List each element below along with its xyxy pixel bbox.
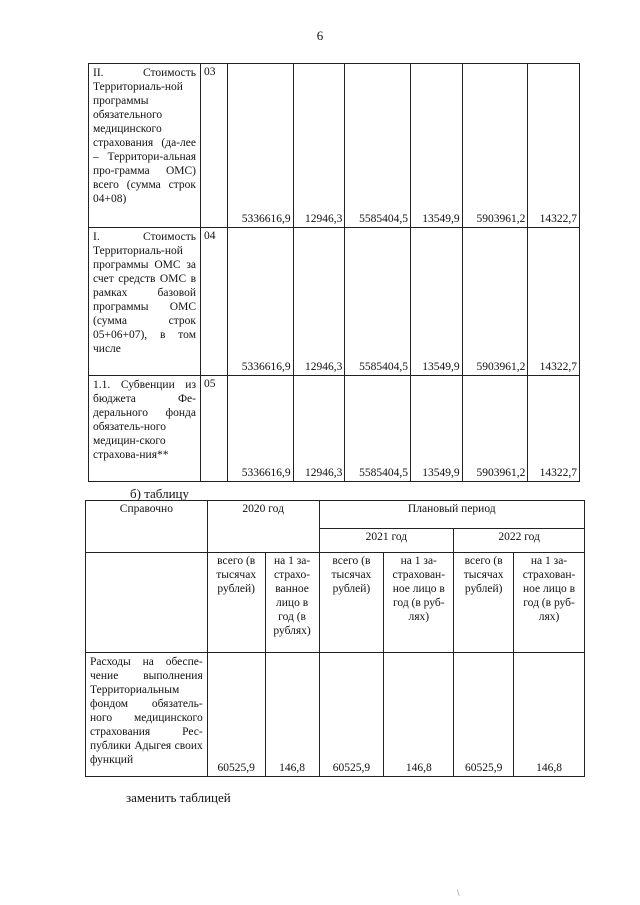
- subheader-total: всего (в тысячах рублей): [207, 553, 265, 653]
- table-row: [86, 653, 585, 777]
- header-2022: 2022 год: [454, 529, 585, 553]
- row-label: II. Стоимость Территориаль-ной программы обязательного медицинского страхования (да-лее – Территори-альная про-грамма ОМС) всего (сумма строк 04+08): [89, 64, 201, 228]
- value-cell: 146,8: [384, 653, 454, 777]
- value-cell: 5903961,2: [462, 228, 528, 376]
- value-cell: 5336616,9: [228, 376, 294, 482]
- value-cell: 146,8: [514, 653, 585, 777]
- value-cell: 12946,3: [293, 228, 345, 376]
- value-cell: 5336616,9: [228, 228, 294, 376]
- value-cell: 12946,3: [293, 64, 345, 228]
- header-reference: Справочно: [86, 501, 208, 553]
- subheader-per-person: на 1 за-страхован-ное лицо в год (в руб-лях): [514, 553, 585, 653]
- scan-mark: \: [457, 888, 460, 898]
- subheader-total: всего (в тысячах рублей): [319, 553, 384, 653]
- value-cell: 14322,7: [528, 64, 580, 228]
- table-header-row: [86, 501, 585, 529]
- subheader-total: всего (в тысячах рублей): [454, 553, 514, 653]
- row-code: 04: [201, 228, 228, 376]
- table-row: [89, 64, 580, 228]
- header-planned-period: Плановый период: [319, 501, 584, 529]
- subheader-per-person: на 1 за-страхо-ванное лицо в год (в рублях): [265, 553, 319, 653]
- cost-table-continued: [88, 63, 580, 482]
- header-2020: 2020 год: [207, 501, 319, 553]
- empty-cell: [86, 553, 208, 653]
- replace-instruction: заменить таблицей: [126, 790, 231, 805]
- value-cell: 14322,7: [528, 228, 580, 376]
- subheader-per-person: на 1 за-страхован-ное лицо в год (в руб-лях): [384, 553, 454, 653]
- value-cell: 5585404,5: [345, 64, 411, 228]
- value-cell: 5903961,2: [462, 64, 528, 228]
- reference-table: [85, 500, 585, 777]
- section-caption: б) таблицу: [130, 486, 189, 501]
- value-cell: 5585404,5: [345, 376, 411, 482]
- value-cell: 60525,9: [319, 653, 384, 777]
- row-label: I. Стоимость Территориаль-ной программы ОМС за счет средств ОМС в рамках базовой программы ОМС (сумма строк 05+06+07), в том числе: [89, 228, 201, 376]
- table-row: [89, 376, 580, 482]
- row-label: 1.1. Субвенции из бюджета Фе-дерального фонда обязатель-ного медицин-ского страхова-ния**: [89, 376, 201, 482]
- value-cell: 12946,3: [293, 376, 345, 482]
- row-code: 05: [201, 376, 228, 482]
- value-cell: 13549,9: [411, 64, 463, 228]
- table-row: [89, 228, 580, 376]
- value-cell: 60525,9: [207, 653, 265, 777]
- row-label: Расходы на обеспе-чение выполнения Территориальным фондом обязатель-ного медицинского страхования Рес-публики Адыгея своих функций: [86, 653, 208, 777]
- value-cell: 14322,7: [528, 376, 580, 482]
- row-code: 03: [201, 64, 228, 228]
- value-cell: 13549,9: [411, 376, 463, 482]
- value-cell: 146,8: [265, 653, 319, 777]
- value-cell: 5336616,9: [228, 64, 294, 228]
- value-cell: 13549,9: [411, 228, 463, 376]
- page-number: 6: [316, 28, 324, 43]
- table-subheader-row: [86, 553, 585, 653]
- value-cell: 5903961,2: [462, 376, 528, 482]
- value-cell: 5585404,5: [345, 228, 411, 376]
- header-2021: 2021 год: [319, 529, 454, 553]
- value-cell: 60525,9: [454, 653, 514, 777]
